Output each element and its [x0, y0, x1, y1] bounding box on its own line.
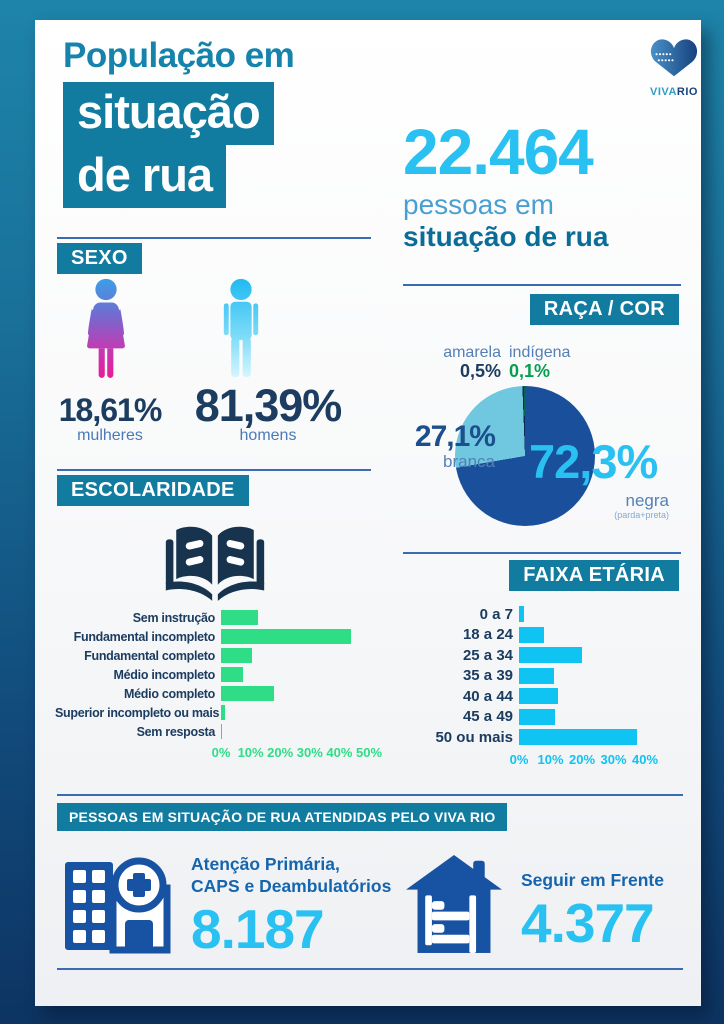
pie-label-negra-value: 72,3%	[529, 435, 658, 488]
divider-bottom-section	[57, 794, 683, 796]
chart-bar	[221, 629, 351, 644]
divider-sexo-top	[57, 237, 371, 239]
chart-bar	[221, 648, 252, 663]
sexo-badge: SEXO	[57, 243, 142, 274]
chart-bar-area	[221, 629, 369, 644]
chart-bar	[519, 606, 524, 622]
axis-tick-label: 20%	[267, 745, 294, 760]
chart-bar	[519, 627, 544, 643]
chart-row-label: Superior incompleto ou mais	[55, 705, 220, 720]
chart-row	[55, 684, 369, 703]
chart-bar-area	[519, 688, 645, 704]
divider-escolaridade-top	[57, 469, 371, 471]
chart-bar-area	[519, 709, 645, 725]
chart-row	[403, 727, 645, 748]
chart-row	[55, 627, 369, 646]
chart-row-label: Sem instrução	[132, 610, 215, 625]
page-title-box-1: situação	[63, 82, 274, 145]
atencao-primaria-label-2: CAPS e Deambulatórios	[191, 875, 392, 896]
chart-bar	[221, 686, 274, 701]
chart-row-label: Médio completo	[124, 686, 215, 701]
axis-tick-label: 40%	[631, 751, 659, 767]
atencao-primaria-label-1: Atenção Primária,	[191, 854, 340, 874]
chart-row-label: Fundamental completo	[84, 648, 215, 663]
chart-row-label: 0 a 7	[479, 605, 513, 623]
chart-row-label: 25 a 34	[462, 646, 513, 664]
chart-bar	[519, 709, 555, 725]
chart-row-label: Fundamental incompleto	[73, 629, 215, 644]
chart-bar-area	[519, 668, 645, 684]
headline-stat	[403, 116, 693, 252]
chart-bar	[221, 667, 243, 682]
seguir-em-frente-label: Seguir em Frente	[521, 870, 664, 890]
vivario-logo	[631, 36, 717, 98]
atencao-primaria-value: 8.187	[191, 897, 324, 960]
axis-tick-label: 10%	[237, 745, 264, 760]
chart-bar-area	[221, 705, 369, 720]
faixa-badge: FAIXA ETÁRIA	[509, 560, 679, 591]
chart-bar	[221, 610, 258, 625]
atencao-primaria-stat	[191, 854, 392, 960]
chart-row	[55, 608, 369, 627]
chart-bar-area	[519, 606, 645, 622]
seguir-em-frente-value: 4.377	[521, 891, 654, 954]
chart-bar	[519, 647, 582, 663]
raca-badge: RAÇA / COR	[530, 294, 679, 325]
female-percentage: 18,61%	[58, 392, 162, 428]
pie-label-indigena: indígena 0,1%	[509, 344, 571, 381]
chart-bar	[221, 724, 222, 739]
open-book-icon	[163, 523, 267, 605]
escolaridade-chart	[55, 608, 383, 762]
male-percentage: 81,39%	[194, 380, 342, 431]
male-icon	[217, 278, 265, 386]
headline-sub1: pessoas em	[403, 189, 554, 220]
axis-tick-label: 20%	[568, 751, 596, 767]
axis-tick-label: 30%	[600, 751, 627, 767]
page-title-box-2: de rua	[63, 145, 226, 208]
logo-wordmark: VIVARIO	[650, 86, 698, 98]
chart-bar-area	[221, 610, 369, 625]
chart-row-label: 50 ou mais	[435, 728, 513, 746]
pie-label-branca: 27,1% branca	[414, 420, 495, 471]
chart-bar	[519, 668, 554, 684]
divider-raca-top	[403, 284, 681, 286]
axis-tick-label: 50%	[355, 745, 383, 760]
chart-row	[55, 722, 369, 741]
chart-row	[403, 625, 645, 646]
divider-faixa-top	[403, 552, 681, 554]
female-label: mulheres	[77, 427, 143, 444]
axis-tick-label: 0%	[509, 751, 529, 767]
chart-row	[403, 645, 645, 666]
chart-row	[55, 665, 369, 684]
infographic-page	[35, 20, 701, 1006]
escolaridade-bars	[55, 608, 369, 741]
chart-row	[403, 666, 645, 687]
hospital-icon	[61, 852, 173, 954]
chart-bar-area	[519, 647, 645, 663]
chart-bar	[519, 688, 558, 704]
escolaridade-badge: ESCOLARIDADE	[57, 475, 249, 506]
chart-row	[403, 707, 645, 728]
axis-tick-label: 10%	[537, 751, 564, 767]
chart-bar-area	[519, 627, 645, 643]
chart-row-label: Sem resposta	[136, 724, 215, 739]
female-icon	[81, 278, 131, 386]
chart-bar	[519, 729, 637, 745]
chart-row	[403, 604, 645, 625]
divider-page-bottom	[57, 968, 683, 970]
headline-number: 22.464	[403, 116, 593, 188]
heart-film-icon	[646, 36, 702, 80]
seguir-em-frente-stat	[521, 870, 664, 954]
chart-row	[55, 703, 369, 722]
chart-row-label: 45 a 49	[462, 708, 513, 726]
shelter-icon	[406, 854, 502, 954]
chart-row-label: Médio incompleto	[113, 667, 215, 682]
chart-bar-area	[221, 724, 369, 739]
headline-sub2: situação de rua	[403, 220, 609, 252]
chart-row-label: 40 a 44	[462, 687, 513, 705]
pie-label-negra: negra (parda+preta)	[614, 491, 669, 520]
axis-tick-label: 30%	[296, 745, 323, 760]
axis-tick-label: 0%	[211, 745, 231, 760]
escolaridade-axis	[211, 744, 383, 762]
chart-bar-area	[519, 729, 645, 745]
chart-row	[403, 686, 645, 707]
chart-row	[55, 646, 369, 665]
chart-bar-area	[221, 667, 369, 682]
chart-bar-area	[221, 648, 369, 663]
chart-bar-area	[221, 686, 369, 701]
page-title: População em	[63, 36, 295, 75]
male-label: homens	[239, 427, 297, 444]
chart-bar	[221, 705, 225, 720]
faixa-etaria-chart	[403, 604, 659, 769]
chart-row-label: 35 a 39	[462, 667, 513, 685]
axis-tick-label: 40%	[326, 745, 353, 760]
faixa-axis	[509, 751, 659, 769]
faixa-bars	[403, 604, 645, 748]
pie-label-amarela: amarela 0,5%	[443, 344, 501, 381]
chart-row-label: 18 a 24	[462, 626, 513, 644]
atendidos-band: PESSOAS EM SITUAÇÃO DE RUA ATENDIDAS PELO VIVA RIO	[57, 803, 507, 831]
